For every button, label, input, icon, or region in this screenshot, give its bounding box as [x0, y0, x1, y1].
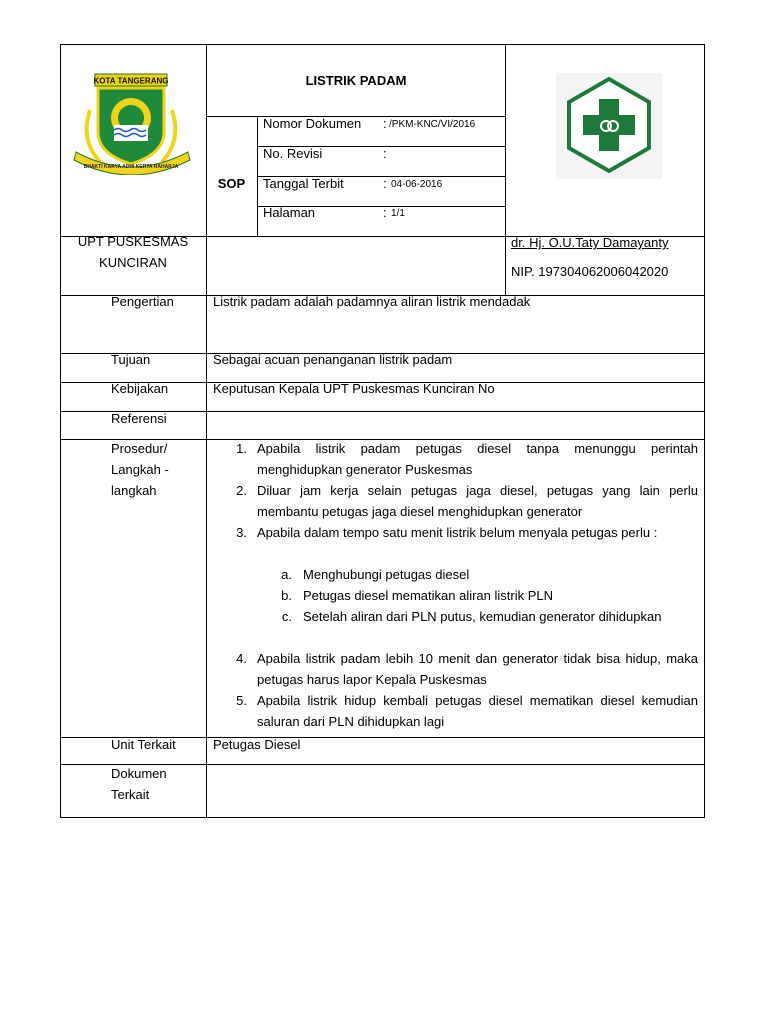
- step-text: Apabila dalam tempo satu menit listrik belum menyala petugas perlu :: [257, 525, 658, 540]
- field-label: Tanggal Terbit: [263, 176, 344, 191]
- sop-label: SOP: [217, 176, 246, 191]
- row-label-referensi: Referensi: [111, 411, 167, 426]
- step-number: 4.: [236, 651, 247, 666]
- procedure-substep-c: [272, 607, 698, 649]
- row-text-tujuan: Sebagai acuan penanganan listrik padam: [213, 352, 453, 367]
- row-label-dokumen-terkait-line1: Dokumen: [111, 766, 167, 781]
- substep-letter: c.: [281, 609, 292, 624]
- field-separator: :: [383, 205, 387, 220]
- signatory-nip: NIP. 197304062006042020: [511, 264, 669, 279]
- step-number: 3.: [236, 525, 247, 540]
- procedure-substep-a: [272, 565, 698, 586]
- field-separator: :: [383, 146, 387, 161]
- procedure-step-5: [227, 691, 698, 733]
- field-value: 1/1: [391, 208, 405, 219]
- row-label-prosedur-line3: langkah: [111, 483, 157, 498]
- row-text-pengertian: Listrik padam adalah padamnya aliran listrik mendadak: [213, 294, 531, 309]
- org-name-line1: UPT PUSKESMAS: [77, 234, 189, 249]
- field-label: No. Revisi: [263, 146, 323, 161]
- procedure-step-2: [227, 481, 698, 523]
- row-label-prosedur-line2: Langkah -: [111, 462, 169, 477]
- field-separator: :: [383, 176, 387, 191]
- step-text: Apabila listrik hidup kembali petugas diesel mematikan diesel kemudian saluran dari PLN dihidupkan lagi: [257, 693, 698, 729]
- signatory-name: dr. Hj. O.U.Taty Damayanty: [511, 235, 669, 250]
- field-value: 04-06-2016: [391, 179, 443, 190]
- row-label-unit-terkait: Unit Terkait: [111, 737, 176, 752]
- substep-letter: a.: [281, 567, 292, 582]
- procedure-step-1: [227, 439, 698, 481]
- substep-text: Menghubungi petugas diesel: [303, 567, 470, 582]
- logo-caption: KOTA TANGERANG: [93, 76, 169, 86]
- substep-text: Setelah aliran dari PLN putus, kemudian generator dihidupkan: [303, 609, 662, 624]
- field-label: Nomor Dokumen: [263, 116, 362, 131]
- step-text: Diluar jam kerja selain petugas jaga diesel, petugas yang lain perlu membantu petugas jaga diesel menghidupkan generator: [257, 483, 698, 519]
- procedure-step-3: [227, 523, 698, 565]
- step-number: 1.: [236, 441, 247, 456]
- substep-letter: b.: [281, 588, 292, 603]
- kota-tangerang-logo: [70, 70, 195, 175]
- procedure-substep-b: [272, 586, 698, 607]
- row-text-kebijakan: Keputusan Kepala UPT Puskesmas Kunciran No: [213, 381, 495, 396]
- puskesmas-logo: [556, 73, 662, 179]
- step-text: Apabila listrik padam lebih 10 menit dan generator tidak bisa hidup, maka petugas harus lapor Kepala Puskesmas: [257, 651, 698, 687]
- step-number: 5.: [236, 693, 247, 708]
- row-text-unit-terkait: Petugas Diesel: [213, 737, 301, 752]
- field-label: Halaman: [263, 205, 316, 220]
- org-name-line2: KUNCIRAN: [99, 255, 167, 270]
- field-separator: :: [383, 116, 387, 131]
- step-number: 2.: [236, 483, 247, 498]
- logo-motto: BHAKTI KARYA ADHI KERTA RAHARJA: [83, 164, 179, 170]
- row-label-prosedur-line1: Prosedur/: [111, 441, 168, 456]
- substep-text: Petugas diesel mematikan aliran listrik PLN: [303, 588, 553, 603]
- procedure-step-4: [227, 649, 698, 691]
- row-label-tujuan: Tujuan: [111, 352, 151, 367]
- row-label-kebijakan: Kebijakan: [111, 381, 169, 396]
- field-value: /PKM-KNC/VI/2016: [389, 119, 476, 130]
- row-label-pengertian: Pengertian: [111, 294, 174, 309]
- document-title: LISTRIK PADAM: [305, 73, 407, 88]
- step-text: Apabila listrik padam petugas diesel tanpa menunggu perintah menghidupkan generator Puskesmas: [257, 441, 698, 477]
- row-label-dokumen-terkait-line2: Terkait: [111, 787, 150, 802]
